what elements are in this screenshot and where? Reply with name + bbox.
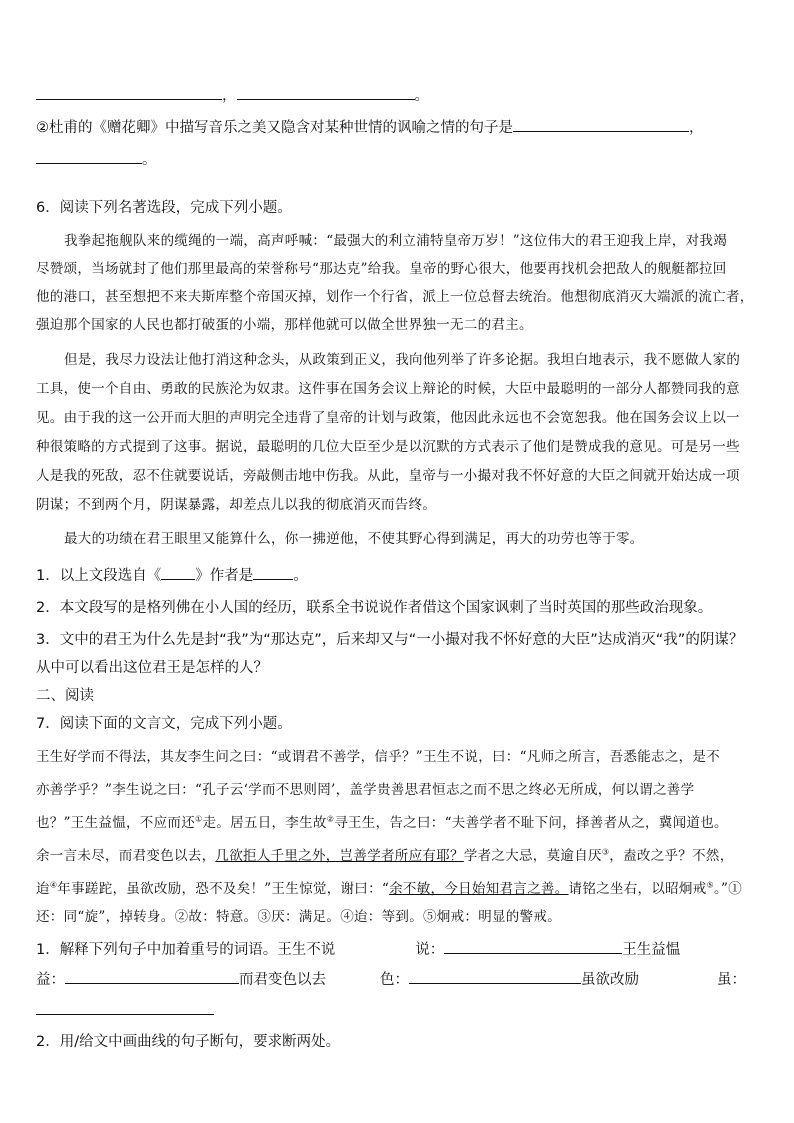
q7-sub1-cont (36, 968, 746, 989)
top-fill-line-1 (36, 84, 429, 105)
wavy-underlined-sentence: 余不敏，今日始知君言之善。 (389, 881, 569, 897)
text: 。”① (714, 881, 743, 897)
answer-blank[interactable] (65, 969, 239, 984)
text: 请铭之坐右，以昭炯戒 (568, 881, 707, 897)
answer-blank[interactable] (161, 565, 195, 580)
question-text: 益： (36, 972, 65, 988)
note-marker: ④ (49, 880, 58, 890)
period: 。 (293, 568, 308, 584)
question-text: 1．解释下列句子中加着重号的词语。王生不说 (36, 942, 336, 958)
classical-text-line: 亦善学乎？”李生说之曰：“孔子云‘学而不思则罔’，盖学贵善思君恒志之而不思之终必无所成，何以谓之善学 (36, 782, 695, 798)
note-marker: ② (326, 814, 335, 824)
wavy-underlined-sentence: 几欲拒人千里之外，岂善学者所应有耶？ (215, 848, 464, 864)
section-heading: 二、阅读 (36, 688, 94, 704)
passage-line: 见。由于我的这一公开而大胆的声明完全违背了皇帝的计划与政策，他因此永远也不会宽恕我。他在国务会议上以一 (36, 410, 740, 426)
passage-line: 他的港口，甚至想把不来夫斯库整个帝国灭掉，划作一个行省，派上一位总督去统治。他想彻底消灭大端派的流亡者， (36, 289, 754, 305)
question-text: 虽欲改励 (581, 972, 639, 988)
q6-sub1 (36, 564, 308, 585)
note-marker: ③ (601, 847, 610, 857)
note-marker: ① (195, 814, 203, 824)
text: 学者之大忌，莫逾自厌 (463, 848, 602, 864)
passage-line: 最大的功绩在君王眼里又能算什么，你一拂逆他，不使其野心得到满足，再大的功劳也等于零。 (64, 531, 644, 547)
top-fill-line-3 (36, 148, 157, 169)
q7-sub1-blank (36, 1000, 214, 1019)
period: 。 (414, 88, 429, 104)
answer-blank[interactable] (36, 85, 222, 100)
question-text: 》作者是 (195, 568, 254, 584)
passage-line: 但是，我尽力设法让他打消这种念头，从政策到正义，我向他列举了许多论据。我坦白地表示，我不愿做人家的 (64, 352, 741, 368)
separator: ， (689, 120, 704, 136)
answer-blank[interactable] (409, 969, 581, 984)
top-question-2 (36, 116, 704, 137)
text: 走。居五日，李生故 (202, 815, 327, 831)
passage-line: 强迫那个国家的人民也都打破蛋的小端，那样他就可以做全世界独一无二的君主。 (36, 317, 533, 333)
classical-text-line: 王生好学而不得法，其友李生问之曰：“或谓君不善学，信乎？”王生不说，曰：“凡师之所言，吾悉能志之，是不 (36, 749, 721, 765)
q6-sub3: 3．文中的君王为什么先是封“我”为“那达克”，后来却又与“一小撮对我不怀好意的大臣”达成消灭“我”的阴谋？ (36, 632, 744, 648)
answer-blank[interactable] (513, 117, 689, 132)
answer-blank[interactable] (253, 565, 293, 580)
period: 。 (142, 152, 157, 168)
text: 余一言未尽，而君变色以去， (36, 848, 216, 864)
answer-blank[interactable] (36, 1000, 214, 1015)
annotation-line: 还：同“旋”，掉转身。②故：特意。③厌：满足。④迨：等到。⑤炯戒：明显的警戒。 (36, 909, 562, 925)
question-text: 王生益愠 (622, 942, 681, 958)
passage-line: 阴谋；不到两个月，阴谋暴露，却差点儿以我的彻底消灭而告终。 (36, 497, 437, 513)
text: 也？”王生益愠，不应而还 (36, 815, 196, 831)
q6-sub2: 2．本文段写的是格列佛在小人国的经历，联系全书说说作者借这个国家讽刺了当时英国的那些政治现象。 (36, 600, 713, 616)
question-text: ②杜甫的《赠花卿》中描写音乐之美又隐含对某种世情的讽喻之情的句子是 (36, 120, 513, 136)
text: 迨 (36, 881, 50, 897)
answer-blank[interactable] (237, 85, 415, 100)
answer-blank[interactable] (444, 939, 622, 954)
question-text: 而君变色以去 (239, 972, 326, 988)
answer-blank[interactable] (36, 149, 142, 164)
separator: ， (222, 88, 237, 104)
passage-line: 尽赞颂，当场就封了他们那里最高的荣誉称号“那达克”给我。皇帝的野心很大，他要再找机会把敌人的舰艇都拉回 (36, 261, 727, 277)
passage-line: 我拳起拖舰队来的缆绳的一端，高声呼喊：“最强大的利立浦特皇帝万岁！”这位伟大的君王迎我上岸，对我竭 (64, 233, 728, 249)
text: 年事蹉跎，虽欲改励，恐不及矣！”王生惊觉，谢曰：“ (57, 881, 390, 897)
classical-text-line (36, 811, 728, 831)
question-text: 色： (380, 972, 409, 988)
note-marker: ⑤ (706, 880, 714, 890)
question-text: 说： (415, 942, 445, 958)
text: ，盍改之乎？不然， (609, 848, 734, 864)
passage-line: 人是我的死敌，忍不住就要说话，旁敲侧击地中伤我。从此，皇帝与一小撮对我不怀好意的大臣之间就开始达成一项 (36, 468, 740, 484)
classical-text-line (36, 844, 734, 864)
q7-sub2: 2．用/给文中画曲线的句子断句，要求断两处。 (36, 1034, 341, 1050)
passage-line: 工具，使一个自由、勇敢的民族沦为奴隶。这件事在国务会议上辩论的时候，大臣中最聪明的一部分人都赞同我的意 (36, 381, 740, 397)
question-text: 1．以上文段选自《 (36, 568, 162, 584)
passage-line: 种很策略的方式提到了这事。据说，最聪明的几位大臣至少是以沉默的方式表示了他们是赞成我的意见。可是另一些 (36, 439, 740, 455)
q7-sub1 (36, 938, 680, 959)
q7-title: 7．阅读下面的文言文，完成下列小题。 (36, 716, 292, 732)
question-text: 虽： (717, 972, 746, 988)
text: 寻王生，告之曰：“夫善学者不耻下问，择善者从之，冀闻道也。 (334, 815, 728, 831)
classical-text-line (36, 877, 742, 897)
q6-title: 6．阅读下列名著选段，完成下列小题。 (36, 200, 292, 216)
q6-sub3-cont: 从中可以看出这位君王是怎样的人？ (36, 660, 268, 676)
